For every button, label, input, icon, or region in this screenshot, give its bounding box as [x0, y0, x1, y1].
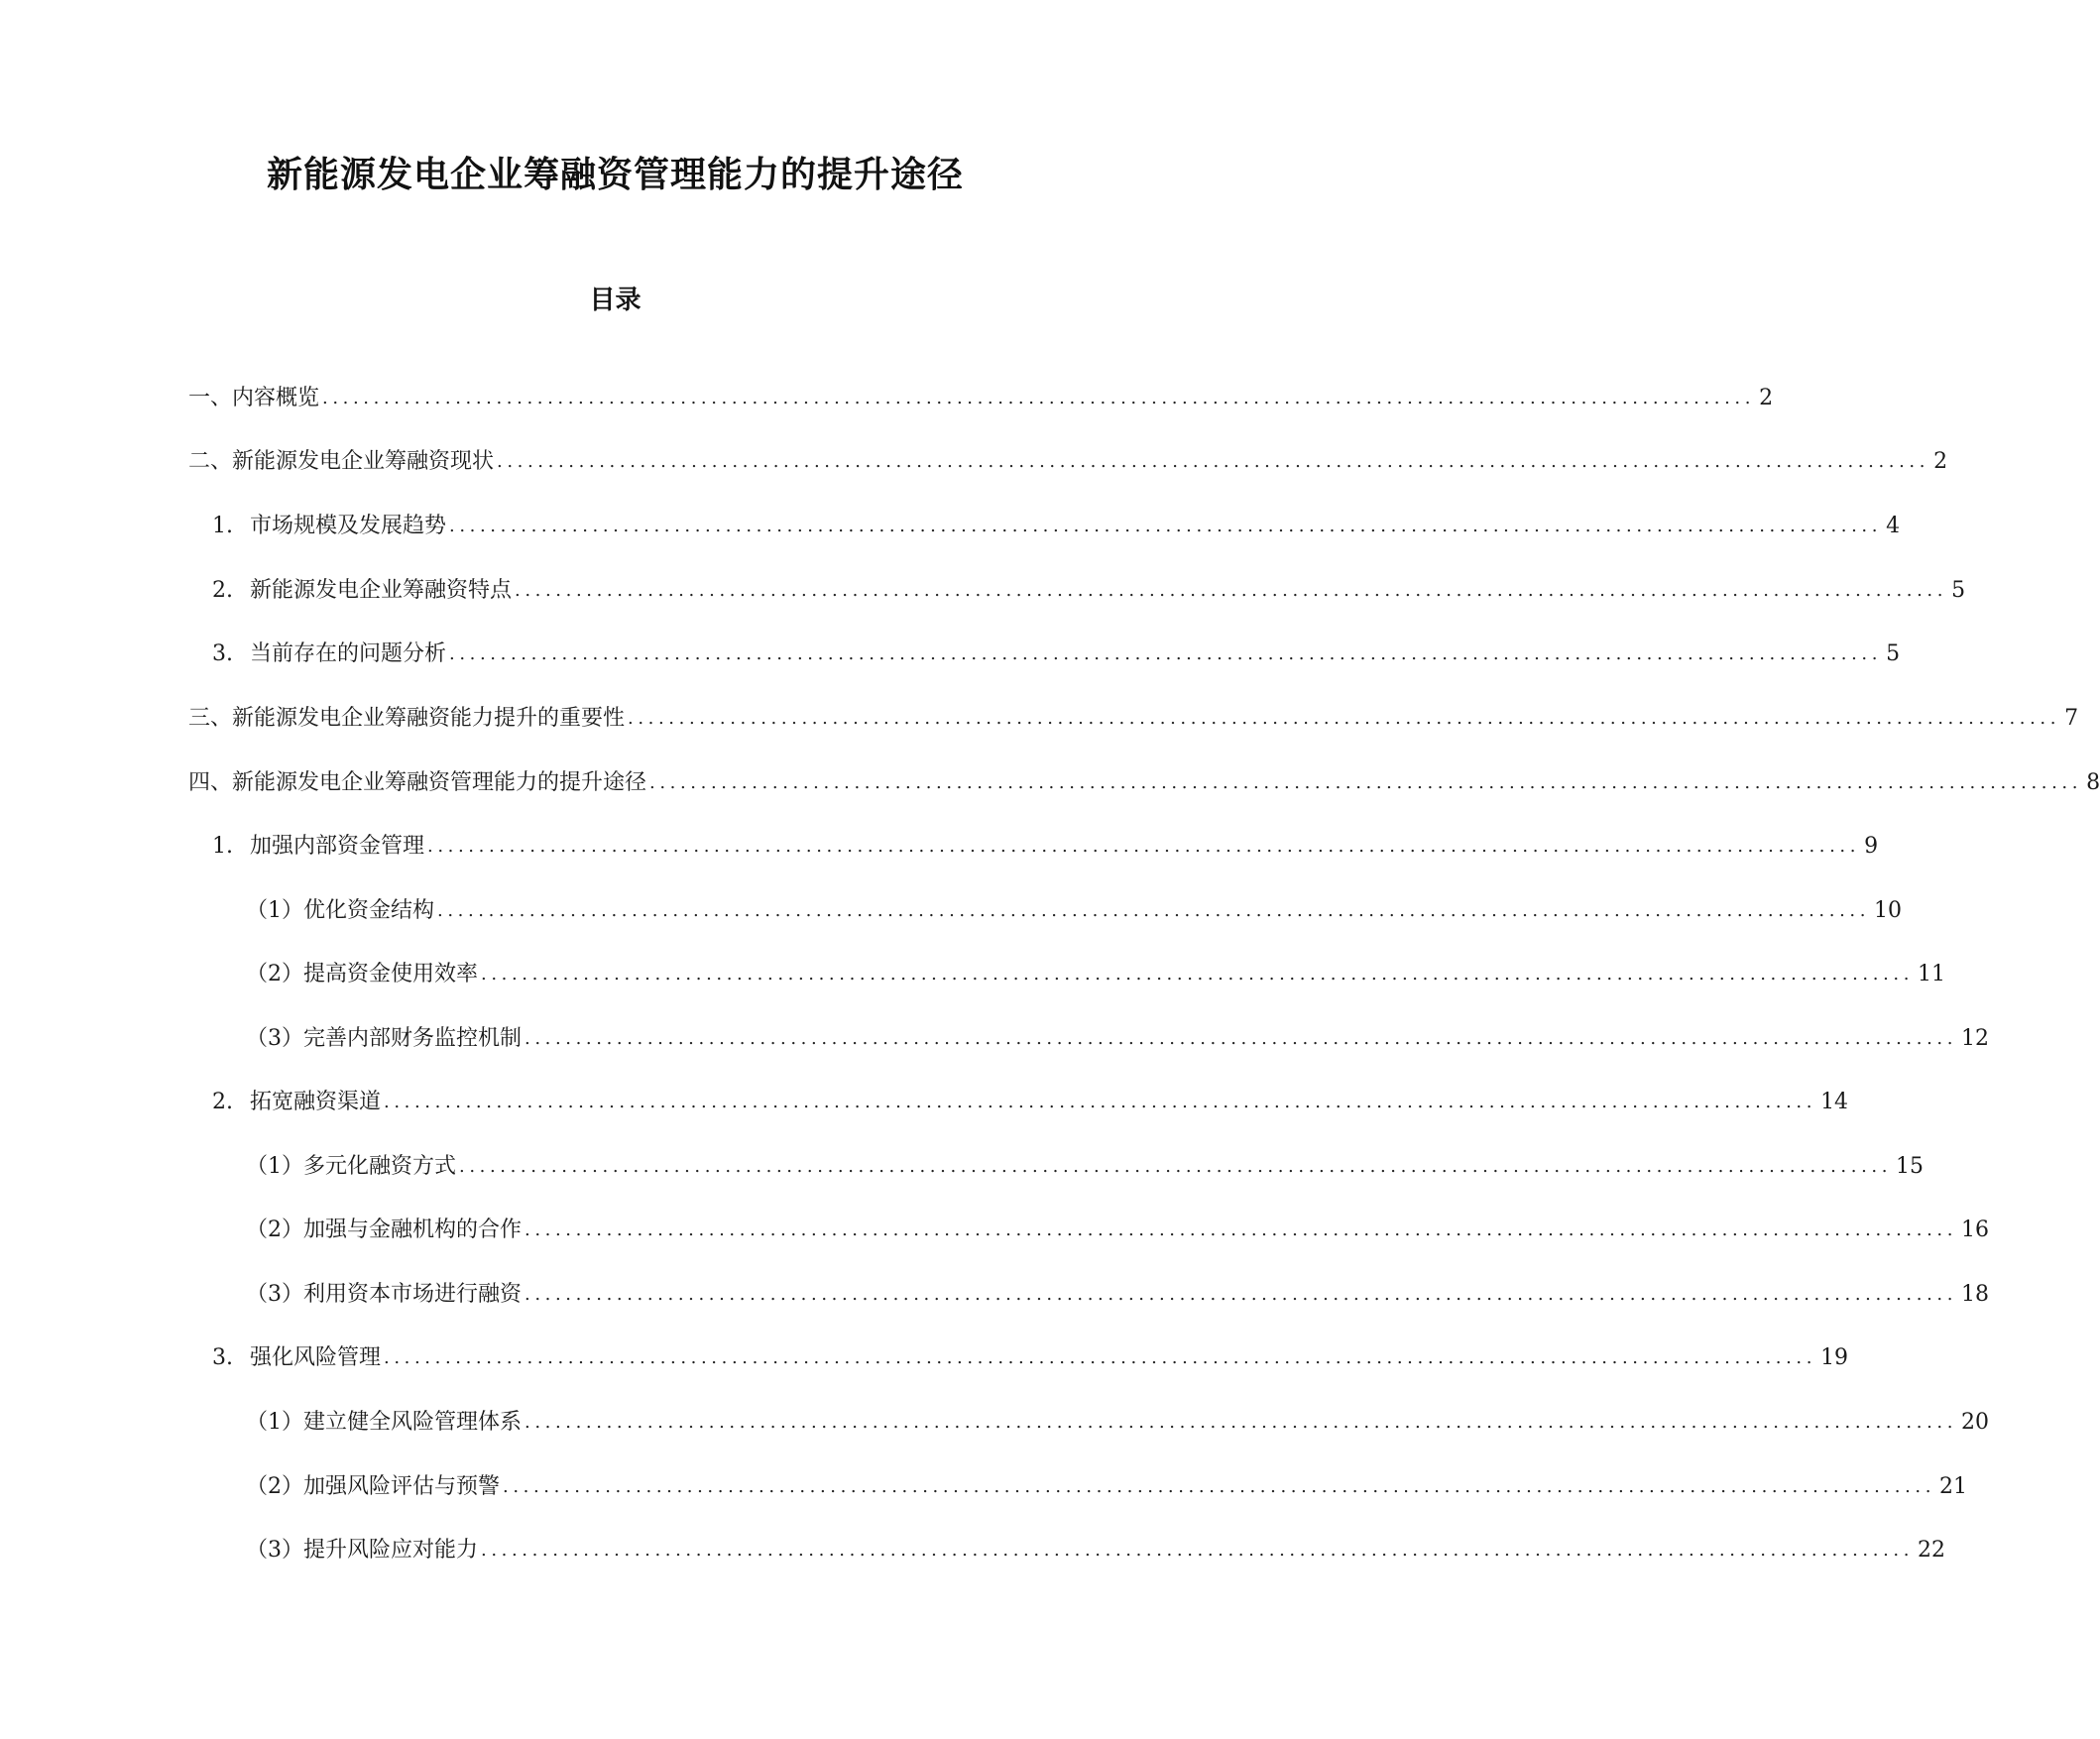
toc-entry[interactable] [246, 1152, 1925, 1182]
toc-leader-dots: ............................................................................................................................................ [427, 836, 1861, 857]
toc-entry-text: （3）完善内部财务监控机制 [246, 1026, 522, 1051]
toc-page-number: 15 [1896, 1154, 1925, 1179]
toc-leader-dots: ............................................................................................................................................ [649, 772, 2083, 793]
toc-entry[interactable] [188, 447, 1948, 477]
toc-heading: 目录 [589, 286, 642, 315]
toc-entry[interactable] [212, 576, 1966, 606]
toc-entry[interactable] [212, 1088, 1849, 1117]
document-title: 新能源发电企业筹融资管理能力的提升途径 [266, 155, 964, 195]
toc-entry[interactable] [212, 1343, 1849, 1373]
toc-leader-dots: ............................................................................................................................................ [449, 643, 1883, 664]
toc-entry-text: 强化风险管理 [250, 1345, 382, 1370]
toc-entry-text: 新能源发电企业筹融资特点 [250, 578, 513, 603]
toc-leader-dots: ............................................................................................................................................ [459, 1156, 1893, 1177]
toc-leader-dots: ............................................................................................................................................ [628, 708, 2061, 729]
toc-leader-dots: ............................................................................................................................................ [525, 1412, 1958, 1433]
toc-leader-dots: ............................................................................................................................................ [503, 1476, 1936, 1497]
toc-page-number: 9 [1864, 834, 1879, 859]
toc-leader-dots: ............................................................................................................................................ [525, 1219, 1958, 1240]
toc-page-number: 5 [1886, 641, 1901, 666]
toc-entry-text: 加强内部资金管理 [250, 834, 425, 859]
toc-entry[interactable] [188, 704, 2079, 734]
toc-leader-dots: ............................................................................................................................................ [384, 1347, 1817, 1368]
toc-entry-text: （2）加强风险评估与预警 [246, 1474, 500, 1499]
toc-entry[interactable] [188, 384, 1774, 413]
toc-entry-number: 1. [212, 834, 233, 859]
toc-entry[interactable] [188, 768, 2100, 798]
toc-entry[interactable] [212, 832, 1879, 862]
toc-entry[interactable] [246, 1408, 1990, 1438]
toc-leader-dots: ............................................................................................................................................ [481, 1540, 1915, 1561]
toc-leader-dots: ............................................................................................................................................ [515, 580, 1948, 601]
toc-entry-number: 2. [212, 578, 233, 603]
toc-page-number: 20 [1961, 1410, 1990, 1435]
toc-entry-number: 3. [212, 1345, 233, 1370]
toc-page-number: 7 [2064, 706, 2079, 731]
toc-leader-dots: ............................................................................................................................................ [481, 964, 1915, 985]
toc-leader-dots: ............................................................................................................................................ [497, 451, 1930, 472]
toc-entry[interactable] [246, 1472, 1968, 1502]
toc-leader-dots: ............................................................................................................................................ [437, 900, 1871, 921]
toc-entry-text: （1）多元化融资方式 [246, 1154, 456, 1179]
toc-entry[interactable] [212, 639, 1901, 669]
toc-entry-text: （3）利用资本市场进行融资 [246, 1282, 522, 1307]
toc-entry[interactable] [246, 1280, 1990, 1310]
toc-page-number: 21 [1939, 1474, 1968, 1499]
toc-leader-dots: ............................................................................................................................................ [449, 516, 1883, 536]
toc-page-number: 2 [1933, 449, 1948, 474]
toc-entry-text: （2）加强与金融机构的合作 [246, 1217, 522, 1242]
toc-entry-text: 二、新能源发电企业筹融资现状 [188, 449, 495, 474]
toc-entry-number: 1. [212, 514, 233, 538]
toc-entry-text: （1）优化资金结构 [246, 898, 434, 923]
toc-leader-dots: ............................................................................................................................................ [384, 1092, 1817, 1112]
toc-leader-dots: ............................................................................................................................................ [525, 1028, 1958, 1049]
toc-page-number: 2 [1759, 386, 1774, 410]
toc-entry-number: 2. [212, 1090, 233, 1114]
toc-entry-text: 一、内容概览 [188, 386, 320, 410]
toc-page-number: 5 [1951, 578, 1966, 603]
toc-page-number: 10 [1874, 898, 1903, 923]
toc-entry-text: （1）建立健全风险管理体系 [246, 1410, 522, 1435]
toc-leader-dots: ............................................................................................................................................ [322, 388, 1756, 408]
toc-entry[interactable] [246, 1216, 1990, 1245]
toc-page-number: 12 [1961, 1026, 1990, 1051]
toc-entry-text: （2）提高资金使用效率 [246, 962, 478, 986]
toc-page-number: 11 [1918, 962, 1946, 986]
toc-entry-number: 3. [212, 641, 233, 666]
toc-entry[interactable] [246, 896, 1903, 926]
toc-entry[interactable] [246, 1536, 1946, 1565]
toc-leader-dots: ............................................................................................................................................ [525, 1284, 1958, 1305]
toc-entry-text: 市场规模及发展趋势 [250, 514, 447, 538]
toc-entry-text: 拓宽融资渠道 [250, 1090, 382, 1114]
toc-entry-text: （3）提升风险应对能力 [246, 1538, 478, 1563]
toc-entry-text: 四、新能源发电企业筹融资管理能力的提升途径 [188, 770, 647, 795]
toc-page-number: 22 [1918, 1538, 1946, 1563]
toc-page-number: 18 [1961, 1282, 1990, 1307]
toc-page-number: 4 [1886, 514, 1901, 538]
toc-page-number: 8 [2086, 770, 2100, 795]
toc-entry-text: 当前存在的问题分析 [250, 641, 447, 666]
toc-page-number: 16 [1961, 1217, 1990, 1242]
toc-entry[interactable] [246, 960, 1946, 989]
toc-entry[interactable] [246, 1024, 1990, 1054]
toc-page-number: 14 [1820, 1090, 1849, 1114]
toc-page-number: 19 [1820, 1345, 1849, 1370]
toc-entry[interactable] [212, 512, 1901, 541]
toc-entry-text: 三、新能源发电企业筹融资能力提升的重要性 [188, 706, 626, 731]
